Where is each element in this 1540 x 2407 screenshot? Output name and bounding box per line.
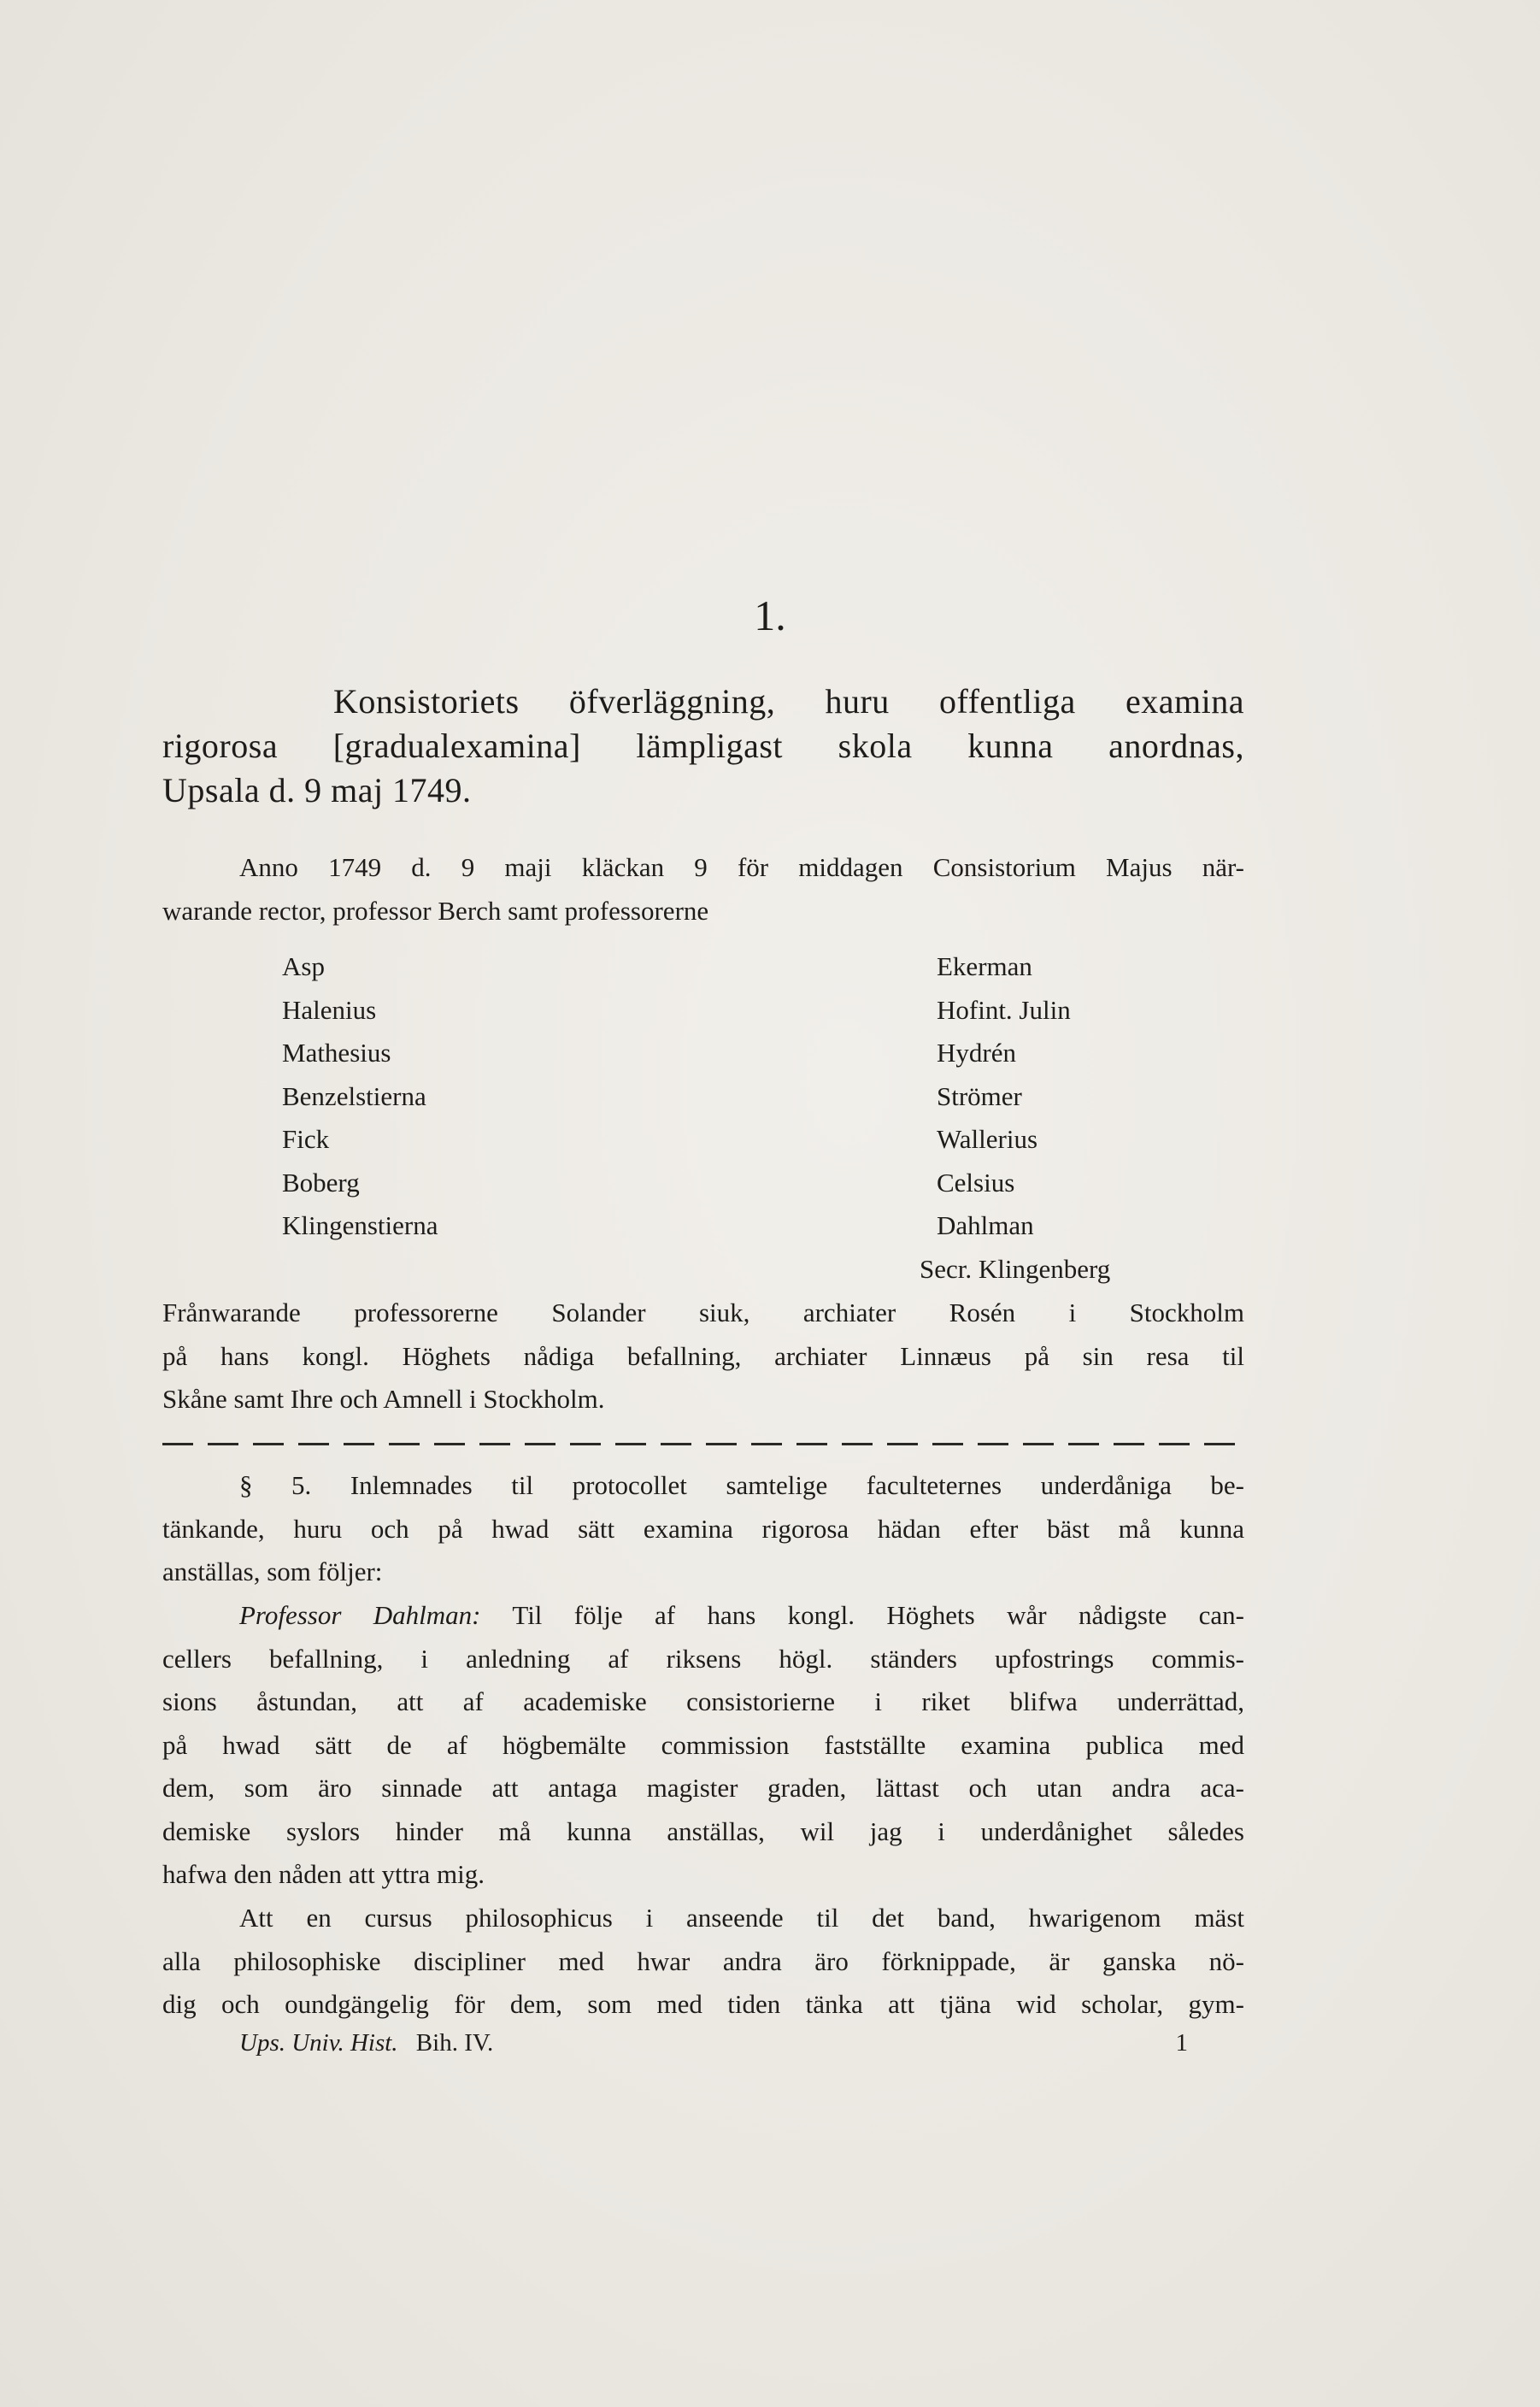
document-number: 1. (754, 591, 786, 639)
text-line: dem, som äro sinnade att antaga magister graden, lättast och utan andra aca- (162, 1773, 1244, 1803)
text-line: Skåne samt Ihre och Amnell i Stockholm. (162, 1384, 605, 1414)
attendee-name: Wallerius (937, 1124, 1038, 1154)
page-number: 1 (1175, 2029, 1188, 2057)
attendee-name: Ekerman (937, 951, 1032, 981)
footer-source: Ups. Univ. Hist. (239, 2029, 398, 2057)
text-line: tänkande, huru och på hwad sätt examina rigorosa hädan efter bäst må kunna (162, 1513, 1244, 1544)
absent-paragraph (162, 1292, 1244, 1421)
text-line: på hans kongl. Höghets nådiga befallning, archiater Linnæus på sin resa til (162, 1340, 1244, 1371)
footer-volume: Bih. IV. (415, 2029, 494, 2057)
attendee-name: Strömer (937, 1080, 1022, 1111)
attendee-name: Mathesius (282, 1038, 391, 1068)
title-line: rigorosa [gradualexamina] lämpligast skola kunna anordnas, (162, 727, 1244, 765)
text-line: warande rector, professor Berch samt professorerne (162, 895, 709, 926)
secretary-line: Secr. Klingenberg (920, 1254, 1111, 1284)
intro-paragraph (162, 846, 1244, 933)
text-line: hafwa den nåden att yttra mig. (162, 1859, 485, 1889)
text-line: alla philosophiske discipliner med hwar andra äro förknippade, är ganska nö- (162, 1945, 1244, 1976)
dahlman-paragraph (162, 1594, 1244, 1897)
attendee-name: Benzelstierna (282, 1080, 426, 1111)
attendee-column-left (282, 945, 438, 1248)
text-line (162, 1594, 1244, 1638)
text-fragment: Til följe af hans kongl. Höghets wår nådigste can- (512, 1600, 1244, 1630)
attendee-name: Fick (282, 1124, 330, 1154)
text-line: cellers befallning, i anledning af riksens högl. ständers upfostrings commis- (162, 1643, 1244, 1674)
attendee-name: Hydrén (937, 1038, 1016, 1068)
section-divider (162, 1443, 1244, 1445)
text-line: dig och oundgängelig för dem, som med tiden tänka att tjäna wid scholar, gym- (162, 1989, 1244, 2019)
document-title (162, 680, 1244, 813)
title-line: Konsistoriets öfverläggning, huru offentliga examina (333, 682, 1244, 721)
text-line: sions åstundan, att af academiske consistorierne i riket blifwa underrättad, (162, 1686, 1244, 1716)
attendee-name: Boberg (282, 1167, 360, 1198)
text-line: § 5. Inlemnades til protocollet samtelige faculteternes underdåniga be- (239, 1470, 1244, 1500)
text-line: Att en cursus philosophicus i anseende til det band, hwarigenom mäst (239, 1903, 1244, 1933)
text-line: Anno 1749 d. 9 maji kläckan 9 för middagen Consistorium Majus när- (239, 852, 1244, 882)
attendee-name: Celsius (937, 1167, 1015, 1198)
cursus-paragraph (162, 1897, 1244, 2027)
text-line: anställas, som följer: (162, 1557, 383, 1586)
attendee-column-right (937, 945, 1071, 1248)
text-line: demiske syslors hinder må kunna anställas, wil jag i underdånighet således (162, 1816, 1244, 1846)
attendee-name: Hofint. Julin (937, 994, 1071, 1025)
section-5-paragraph (162, 1464, 1244, 1594)
attendee-name: Dahlman (937, 1210, 1034, 1240)
attendee-name: Asp (282, 951, 325, 981)
title-line: Upsala d. 9 maj 1749. (162, 771, 472, 809)
text-line: Frånwarande professorerne Solander siuk, archiater Rosén i Stockholm (162, 1298, 1244, 1327)
attendee-name: Klingenstierna (282, 1210, 438, 1240)
attendee-name: Halenius (282, 994, 377, 1025)
page-footer (239, 2026, 1188, 2060)
speaker-name: Professor Dahlman: (239, 1600, 481, 1630)
text-line: på hwad sätt de af högbemälte commission fastställte examina publica med (162, 1729, 1244, 1760)
